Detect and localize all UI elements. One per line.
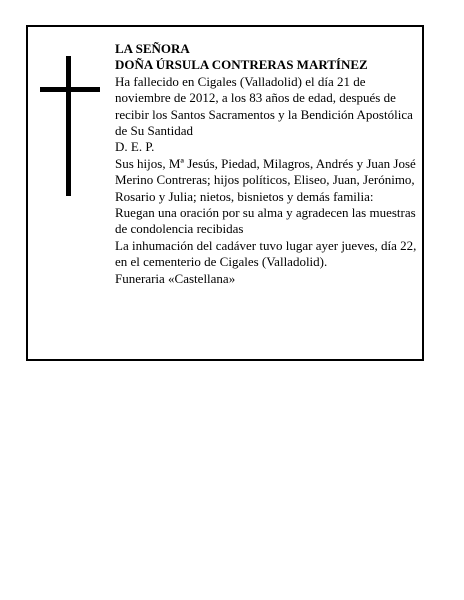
death-announcement: Ha fallecido en Cigales (Valladolid) el día 21 de noviembre de 2012, a los 83 años de edad, después de recibir los Santos Sacramentos y la Bendición Apostólica de Su Santidad — [115, 73, 413, 139]
cross-icon — [40, 56, 100, 196]
burial-info: La inhumación del cadáver tuvo lugar ayer jueves, día 22, en el cementerio de Cigales (Valladolid). — [115, 237, 417, 270]
family-list: Sus hijos, Mª Jesús, Piedad, Milagros, Andrés y Juan José Merino Contreras; hijos políticos, Eliseo, Juan, Jerónimo, Rosario y Julia; nietos, bisnietos y demás familia: — [115, 155, 416, 204]
obituary-notice — [26, 25, 424, 361]
deceased-name: DOÑA ÚRSULA CONTRERAS MARTÍNEZ — [115, 57, 368, 73]
cross-vertical-bar — [66, 56, 71, 196]
cross-horizontal-bar — [40, 87, 100, 92]
heading-title: LA SEÑORA — [115, 41, 190, 56]
obituary-text — [115, 41, 417, 287]
rip-abbreviation: D. E. P. — [115, 139, 155, 155]
funeral-home: Funeraria «Castellana» — [115, 270, 236, 286]
prayer-request: Ruegan una oración por su alma y agradecen las muestras de condolencia recibidas — [115, 205, 416, 237]
